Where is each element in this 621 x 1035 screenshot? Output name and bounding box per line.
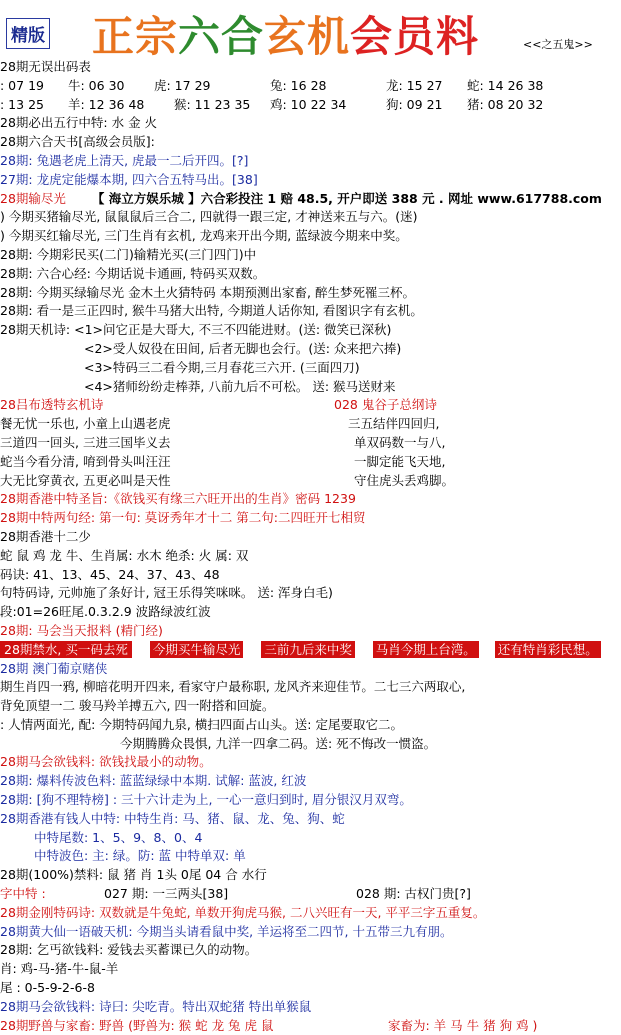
line-special-poem: 句特码诗, 元帅施了条好计, 冠王乐得笑咪咪。 送: 浑身白毛) <box>0 585 333 601</box>
line-word-special <box>0 885 621 904</box>
line-two-poems <box>0 434 621 453</box>
guiguzi-poem-title: 028 鬼谷子总纲诗 <box>334 397 437 413</box>
line-dog-list: 28期: [狗不理特榜] : 三十六计走为上, 一心一意归到时, 眉分银汉月双弯。 <box>0 792 412 808</box>
lose-all-label: 28期输尽光 <box>0 190 66 206</box>
line-hk-decree: 28期香港中特圣旨:《欲钱买有缘三六旺开出的生肖》密码 1239 <box>0 491 356 507</box>
line-heavenly-book-2: 27期: 龙虎定能爆本期, 四六合五特马出。[38] <box>0 171 258 187</box>
poem-left: 蛇当今看分清, 唷到骨头叫汪汪 <box>0 453 171 469</box>
line-forbidden: 28期(100%)禁料: 鼠 猪 肖 1头 0尾 04 合 水行 <box>0 867 267 883</box>
line-heavenly-book-title: 28期六合天书[高级会员版]: <box>0 134 155 150</box>
line-macau-gambler: 28期 澳门葡京赌侠 <box>0 660 108 676</box>
line-beast-livestock <box>0 1017 621 1035</box>
period-028: 028 期: 古权门贵[?] <box>356 886 471 902</box>
line-verse: 背免顶望一二 骏马羚羊搏五六, 四一附搭和回旋。 <box>0 698 275 714</box>
line-beggar: 28期: 乞丐欲钱料: 爱钱去买蓄课已久的动物。 <box>0 942 258 958</box>
line-verse: 28期: 六合心经: 今期话说卡通画, 特码买双数。 <box>0 265 266 281</box>
poem-right: 单双码数一与八, <box>354 434 446 450</box>
line-oracle-poem: <4>猪师纷纷走棒莽, 八前九后不可松。 送: 猴马送财来 <box>84 378 396 394</box>
poem-right: 三五结伴四回归, <box>348 416 440 432</box>
line-wong-tai-sin: 28期黄大仙一语破天机: 今期当头请看鼠中奖, 羊运将至二四节, 十五带三九有朋。 <box>0 923 453 939</box>
banner-segment: 还有特肖彩民想。 <box>495 641 601 658</box>
advert-text: 【 海立方娱乐城 】六合彩投注 1 赔 48.5, 开户即送 388 元 . 网址 <box>91 190 478 206</box>
line-wave-color: 中特波色: 主: 绿。防: 蓝 中特单双: 单 <box>34 848 246 864</box>
zodiac-cell: 兔: 16 28 <box>270 77 327 93</box>
line-tail-seq: 尾 : 0-5-9-2-6-8 <box>0 980 95 996</box>
zodiac-cell: 虎: 17 29 <box>154 77 211 93</box>
title-part-4: 会员料 <box>350 12 480 61</box>
line-verse: : 人情两面光, 配: 今期特码闻九泉, 横扫四面占山头。送: 定尾要取它二。 <box>0 716 403 732</box>
line-five-elements: 28期必出五行中特: 水 金 火 <box>0 115 158 131</box>
poem-right: 守住虎头丢鸡脚。 <box>354 472 455 488</box>
banner-segment: 28期禁水, 买一码去死 <box>0 641 132 658</box>
line-zodiac-numbers-1 <box>0 77 621 96</box>
line-zodiac-list: 蛇 鼠 鸡 龙 牛、生肖属: 水木 绝杀: 火 属: 双 <box>0 547 249 563</box>
line-error-free-table: 28期无误出码表 <box>0 59 91 74</box>
line-oracle-poem: <3>特码三二看今期,三月春花三六开. (三面四刀) <box>84 359 360 375</box>
zodiac-cell: : 07 19 <box>0 77 44 93</box>
line-oracle-poem: 28期天机诗: <1>问它正是大哥大, 不三不四能进财。(送: 微笑已深秋) <box>0 322 392 338</box>
line-two-sutras: 28期中特两句经: 第一句: 莫讶秀年才十二 第二句:二四旺开七相贸 <box>0 510 366 526</box>
livestock: 家畜为: 羊 马 牛 猪 狗 鸡 ) <box>388 1017 538 1033</box>
line-two-poems <box>0 472 621 491</box>
zodiac-cell: 龙: 15 27 <box>386 77 443 93</box>
zodiac-cell: 鸡: 10 22 34 <box>270 96 347 112</box>
line-verse: 28期: 看一是三正四时, 猴牛马猪大出特, 今期道人话你知, 看图识字有玄机。 <box>0 303 423 319</box>
period-027: 027 期: 一三两头[38] <box>104 886 229 902</box>
line-verse: ) 今期买红输尽光, 三门生肖有玄机, 龙鸡来开出今期, 蓝绿波今期来中奖。 <box>0 228 408 244</box>
line-tail-wave: 段:01=26旺尾.0.3.2.9 波路绿波红波 <box>0 604 211 620</box>
banner-segment: 马肖今期上台湾。 <box>373 641 479 658</box>
banner-segment: 三前九后来中奖 <box>261 641 355 658</box>
poem-left: 三道四一回头, 三进三国毕义去 <box>0 434 171 450</box>
line-jockey-wish: 28期马会欲钱料: 诗曰: 尖吃青。特出双蛇猪 特出单猴鼠 <box>0 998 312 1014</box>
line-tail-numbers: 中特尾数: 1、5、9、8、0、4 <box>34 829 203 845</box>
zodiac-cell: 蛇: 14 26 38 <box>467 77 544 93</box>
title-part-2: 六合 <box>178 12 265 61</box>
poem-left: 大无比穿黄衣, 五更必叫是天性 <box>0 472 171 488</box>
line-color-report: 28期: 爆料传波色料: 蓝蓝绿绿中本期. 试解: 蓝波, 红波 <box>0 773 307 789</box>
zodiac-cell: 猴: 11 23 35 <box>174 96 251 112</box>
edition-badge: 精版 <box>6 18 50 49</box>
line-wish-money: 28期马会欲钱料: 欲钱找最小的动物。 <box>0 754 212 770</box>
line-zodiac-numbers-2 <box>0 96 621 115</box>
line-zodiac-seq: 肖: 鸡-马-猪-牛-鼠-羊 <box>0 961 119 977</box>
header-tag: <<之五鬼>> <box>523 38 593 51</box>
advert-url-link[interactable]: www.617788.com <box>477 190 602 206</box>
line-jockey-report: 28期: 马会当天报料 (精门经) <box>0 622 163 638</box>
line-diamond-poem: 28期金刚特码诗: 双数就是牛兔蛇, 单数开狗虎马猴, 二八兴旺有一天, 平平三字五重复。 <box>0 904 486 920</box>
line-code-secret: 码诀: 41、13、45、24、37、43、48 <box>0 566 220 582</box>
line-advert <box>0 190 621 209</box>
poem-right: 一脚定能飞天地, <box>354 453 446 469</box>
banner-segment: 今期买牛输尽光 <box>150 641 244 658</box>
line-two-poems <box>0 453 621 472</box>
line-verse: 28期: 今期买绿输尽光 金木土火猜特码 本期预测出家畜, 醉生梦死罹三杯。 <box>0 284 415 300</box>
main-content <box>0 58 621 1035</box>
zodiac-cell: 牛: 06 30 <box>68 77 125 93</box>
zodiac-cell: : 13 25 <box>0 96 44 112</box>
line-verse: ) 今期买猪输尽光, 鼠鼠鼠后三合二, 四就得一跟三定, 才神送来五与六。(迷) <box>0 209 418 225</box>
line-verse: 今期腾腾众畏惧, 九洋一四拿二码。送: 死不悔改一惯盗。 <box>120 735 437 751</box>
word-special-label: 字中特 : <box>0 886 46 902</box>
line-verse: 28期: 今期彩民买(二门)输精光买(三门四门)中 <box>0 246 257 262</box>
poem-left: 餐无忧一乐也, 小童上山遇老虎 <box>0 416 171 432</box>
lubu-poem-title: 28吕布透特玄机诗 <box>0 397 104 413</box>
page-title <box>92 4 479 64</box>
title-part-3: 玄机 <box>264 12 351 61</box>
zodiac-cell: 猪: 08 20 32 <box>467 96 544 112</box>
beasts: 28期野兽与家畜: 野兽 (野兽为: 猴 蛇 龙 兔 虎 鼠 <box>0 1017 274 1033</box>
page-header <box>0 0 621 61</box>
line-red-banner <box>0 641 621 660</box>
zodiac-cell: 狗: 09 21 <box>386 96 443 112</box>
line-oracle-poem: <2>受人奴役在田间, 后者无脚也会行。(送: 众来把六捧) <box>84 340 402 356</box>
line-hk-twelve: 28期香港十二少 <box>0 528 91 544</box>
line-two-poems <box>0 415 621 434</box>
title-part-1: 正宗 <box>92 12 179 61</box>
line-rich-man: 28期香港有钱人中特: 中特生肖: 马、猪、鼠、龙、兔、狗、蛇 <box>0 810 345 826</box>
line-heavenly-book-1: 28期: 兔遇老虎上清天, 虎最一二后开四。[?] <box>0 152 249 168</box>
zodiac-cell: 羊: 12 36 48 <box>68 96 145 112</box>
line-verse: 期生肖四一鸦, 柳暗花明开四来, 看家守户最称职, 龙风齐来迎佳节。二七三六两取心, <box>0 679 466 695</box>
line-two-poem-headers <box>0 396 621 415</box>
